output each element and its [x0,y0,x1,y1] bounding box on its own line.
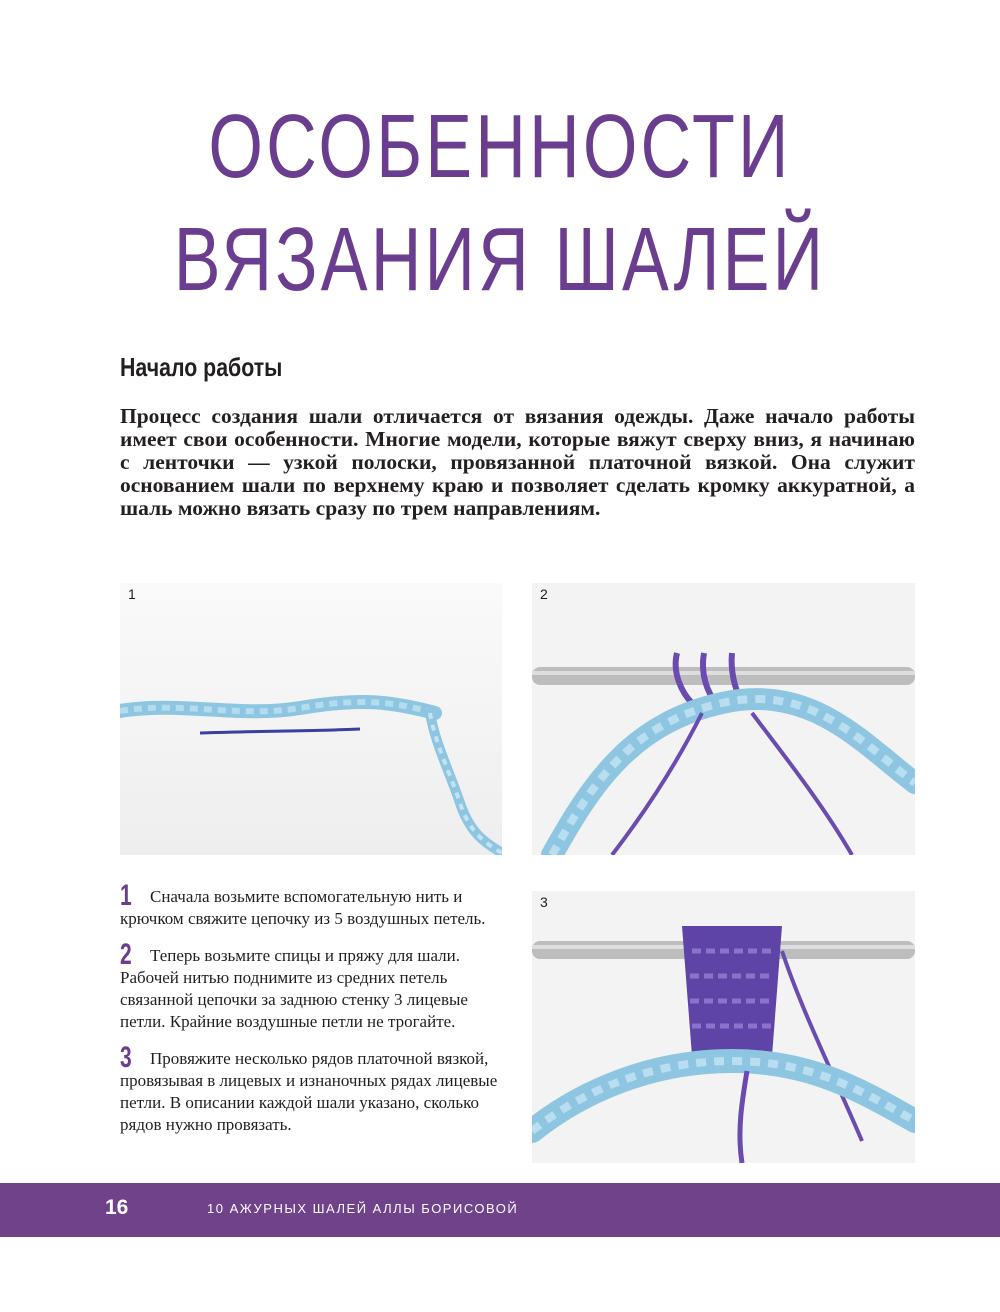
photo-2-picked-up-loops [532,583,915,855]
photo-number: 3 [540,894,548,910]
photo-3-illustration [532,891,915,1163]
intro-paragraph: Процесс создания шали отличается от вязания одежды. Даже начало работы имеет свои особенности. Многие модели, которые вяжут сверху вниз, я начинаю с ленточки — узкой полоски, провязанной платочной вязкой. Она служит основанием шали по верхнему краю и позволяет сделать кромку аккуратной, а шаль можно вязать сразу по трем направлениям. [120,404,915,520]
photo-number: 2 [540,586,548,602]
step-3 [120,1041,505,1136]
step-text: Сначала возьмите вспомогательную нить и крючком свяжите цепочку из 5 воздушных петель. [120,887,486,928]
photo-3-garter-strip [532,891,915,1163]
photo-1-crochet-chain [120,583,502,855]
photo-2-illustration [532,583,915,855]
footer-bar [0,1183,1000,1237]
page-title-line-2: ВЯЗАНИЯ ШАЛЕЙ [173,210,827,310]
photo-number: 1 [128,586,136,602]
step-1 [120,879,505,930]
steps-list [120,879,505,1150]
step-2 [120,938,505,1033]
page-title-line-1: ОСОБЕННОСТИ [208,97,792,197]
section-heading: Начало работы [120,352,283,382]
photo-1-illustration [120,583,502,855]
page-number: 16 [105,1196,129,1219]
book-title: 10 АЖУРНЫХ ШАЛЕЙ АЛЛЫ БОРИСОВОЙ [207,1201,519,1216]
step-number: 1 [120,879,132,912]
step-text: Провяжите несколько рядов платочной вязкой, провязывая в лицевых и изнаночных рядах лицевые петли. В описании каждой шали указано, сколько рядов нужно провязать. [120,1049,498,1134]
step-number: 3 [120,1041,132,1074]
step-text: Теперь возьмите спицы и пряжу для шали. Рабочей нитью поднимите из средних петель связанной цепочки за заднюю стенку 3 лицевые петли. Крайние воздушные петли не трогайте. [120,946,468,1031]
step-number: 2 [120,938,132,971]
